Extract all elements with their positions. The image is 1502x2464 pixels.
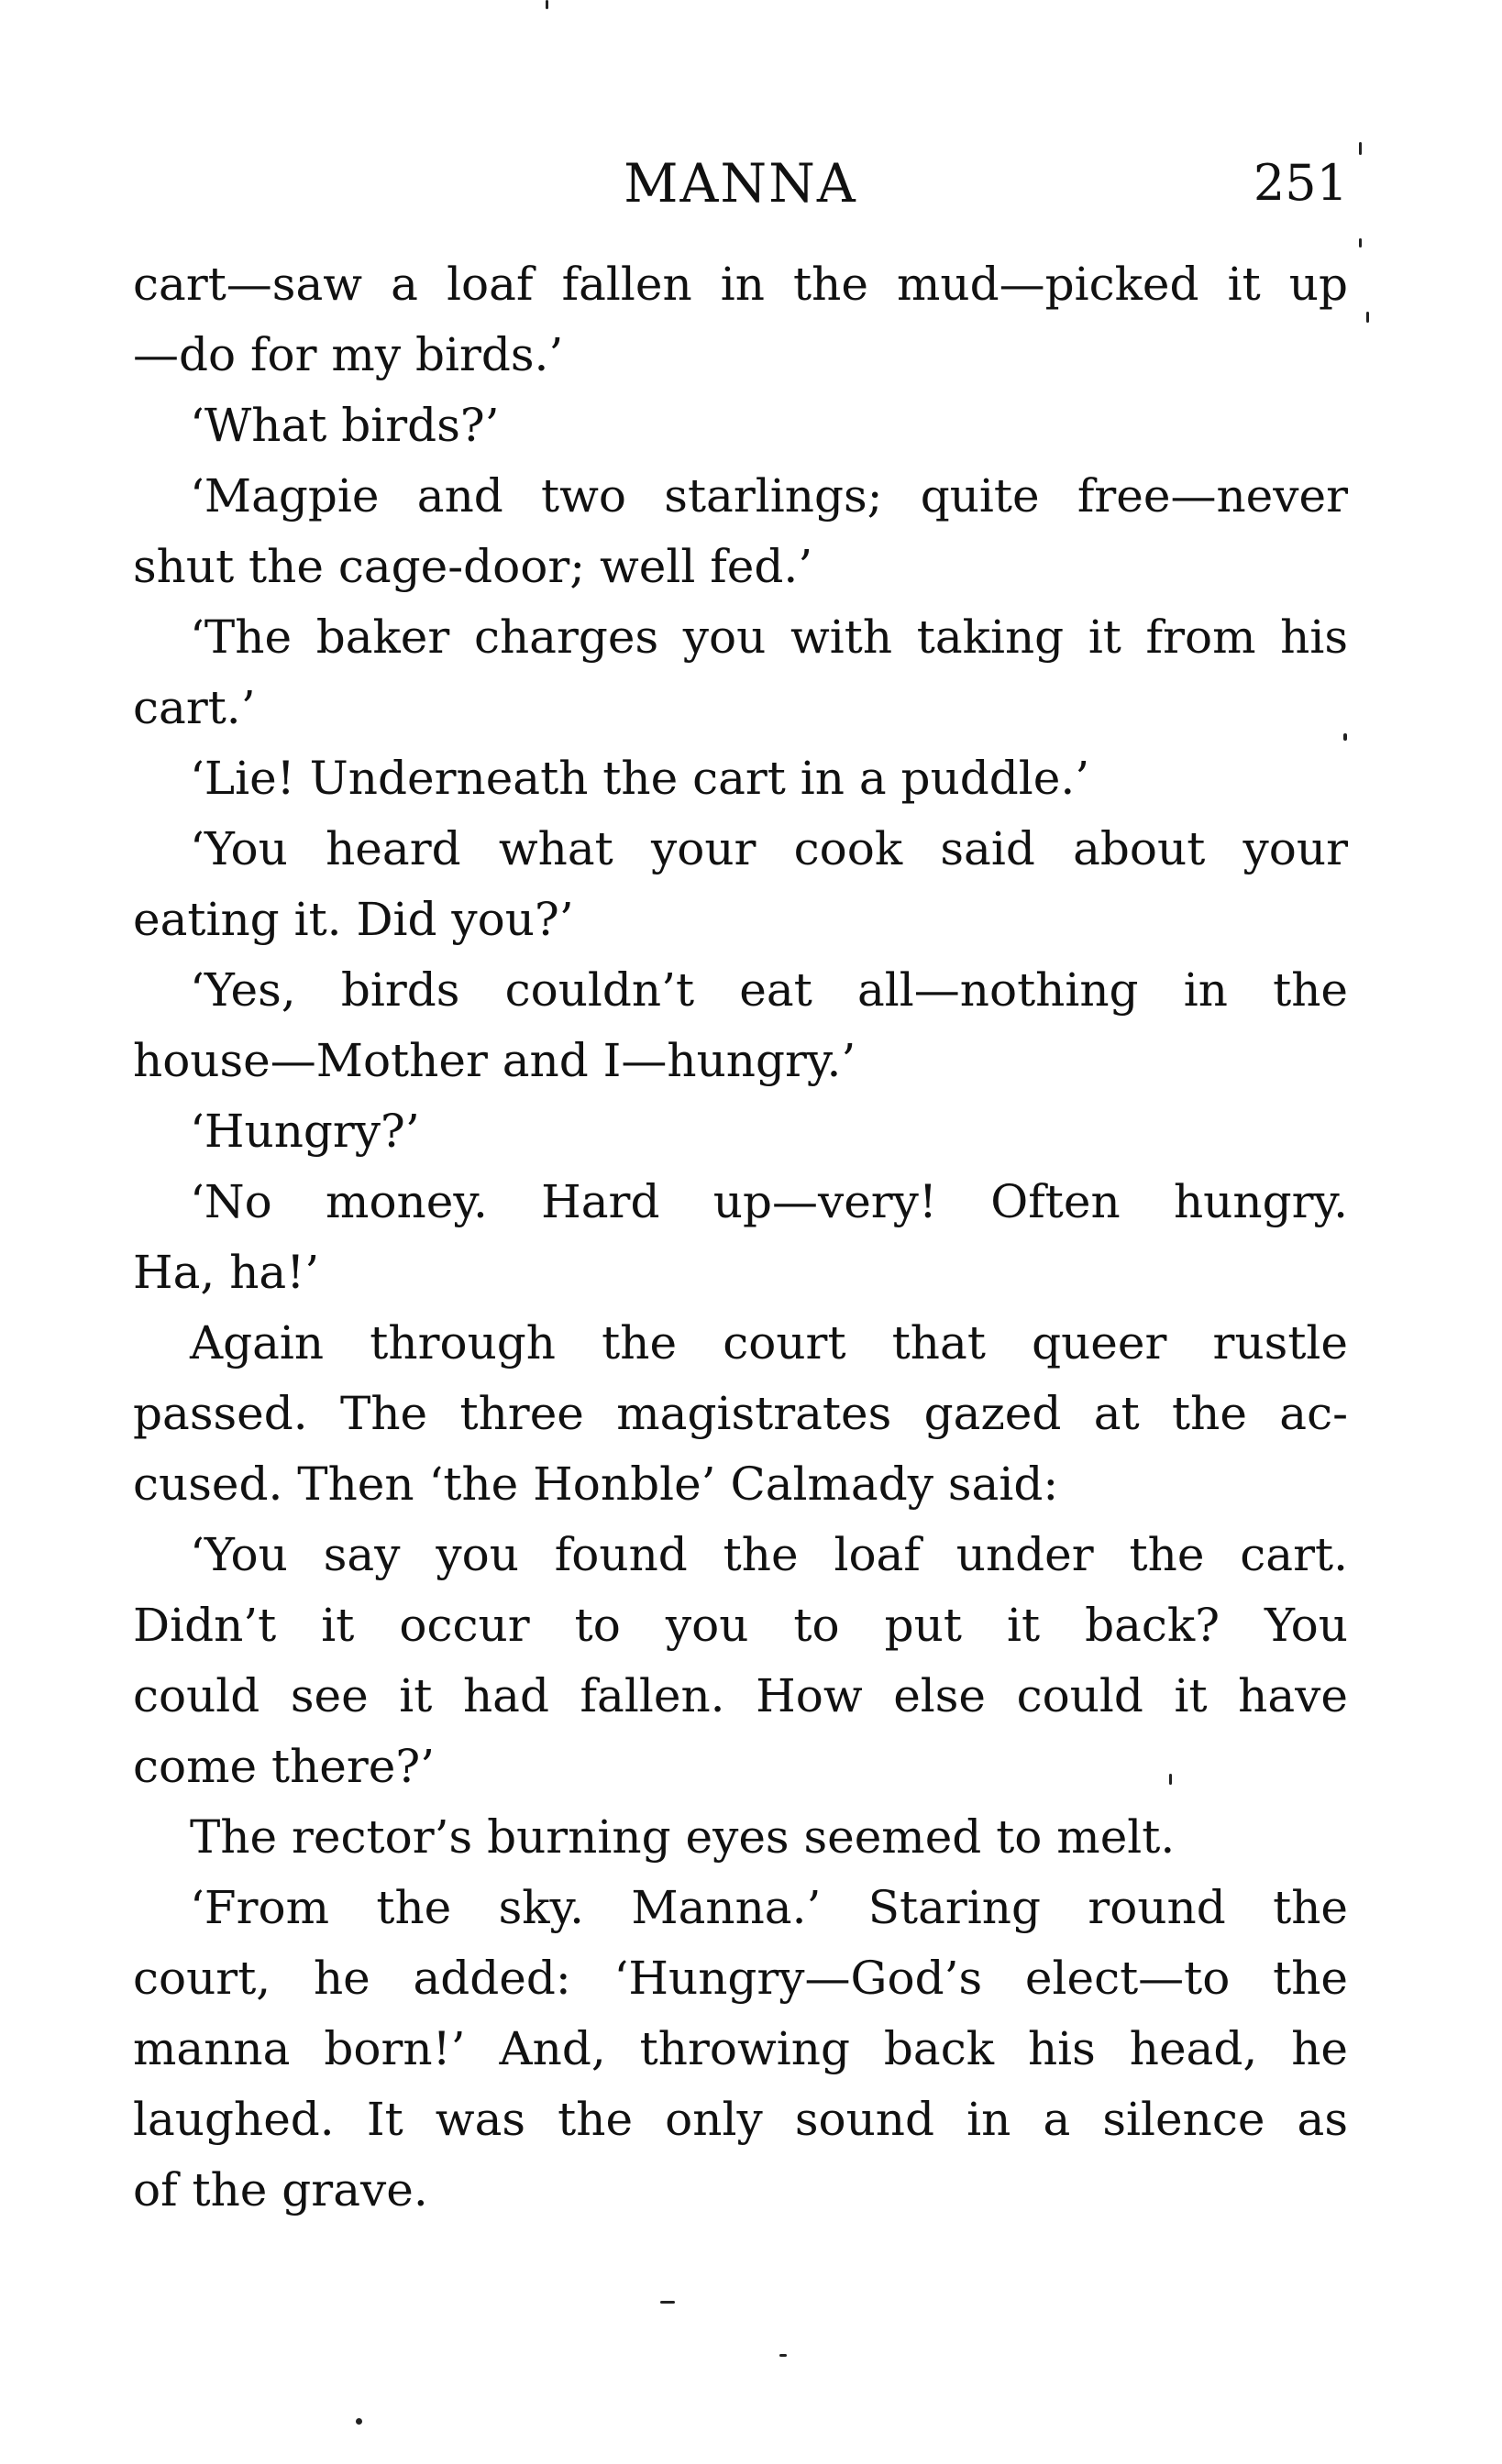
print-speck — [660, 2301, 675, 2304]
print-speck — [1169, 1774, 1172, 1785]
text-line: ‘You say you found the loaf under the cart. — [190, 1528, 1348, 1581]
text-line: laughed. It was the only sound in a silence as — [133, 2093, 1348, 2146]
text-line: shut the cage-door; well fed.’ — [133, 540, 813, 593]
print-speck — [1343, 733, 1347, 741]
text-line: manna born!’ And, throwing back his head, he — [133, 2022, 1348, 2075]
print-speck — [1359, 238, 1362, 248]
text-line: ‘From the sky. Manna.’ Staring round the — [190, 1881, 1348, 1934]
text-line: ‘Magpie and two starlings; quite free—never — [190, 469, 1348, 522]
text-line: come there?’ — [133, 1740, 436, 1793]
text-line: cart—saw a loaf fallen in the mud—picked it up — [133, 258, 1348, 311]
text-line: Didn’t it occur to you to put it back? You — [133, 1599, 1348, 1652]
text-line: ‘The baker charges you with taking it from his — [190, 610, 1348, 664]
text-line: The rector’s burning eyes seemed to melt. — [190, 1810, 1176, 1864]
print-speck — [779, 2354, 787, 2357]
text-line: cused. Then ‘the Honble’ Calmady said: — [133, 1458, 1059, 1511]
print-speck — [356, 2418, 362, 2425]
text-line: house—Mother and I—hungry.’ — [133, 1034, 856, 1087]
text-line: ‘Lie! Underneath the cart in a puddle.’ — [190, 752, 1090, 805]
text-line: court, he added: ‘Hungry—God’s elect—to the — [133, 1952, 1348, 2005]
running-header — [133, 147, 1348, 220]
text-line: ‘Yes, birds couldn’t eat all—nothing in the — [190, 963, 1348, 1017]
text-line: —do for my birds.’ — [133, 328, 564, 381]
text-line: eating it. Did you?’ — [133, 893, 574, 946]
text-line: passed. The three magistrates gazed at the ac- — [133, 1387, 1348, 1440]
chapter-title: MANNA — [624, 152, 857, 214]
text-line: could see it had fallen. How else could it have — [133, 1669, 1348, 1722]
text-line: ‘Hungry?’ — [190, 1105, 420, 1158]
text-line: Ha, ha!’ — [133, 1246, 320, 1299]
body-text — [133, 249, 1348, 2226]
print-speck — [1366, 312, 1369, 323]
text-line: Again through the court that queer rustle — [190, 1316, 1348, 1370]
print-speck — [1359, 142, 1362, 155]
text-line: ‘You heard what your cook said about your — [190, 822, 1348, 875]
print-speck — [546, 0, 548, 9]
page-number: 251 — [1253, 154, 1348, 212]
text-line: ‘What birds?’ — [190, 399, 500, 452]
text-line: ‘No money. Hard up—very! Often hungry. — [190, 1175, 1348, 1228]
text-line: of the grave. — [133, 2163, 428, 2216]
text-line: cart.’ — [133, 681, 256, 734]
